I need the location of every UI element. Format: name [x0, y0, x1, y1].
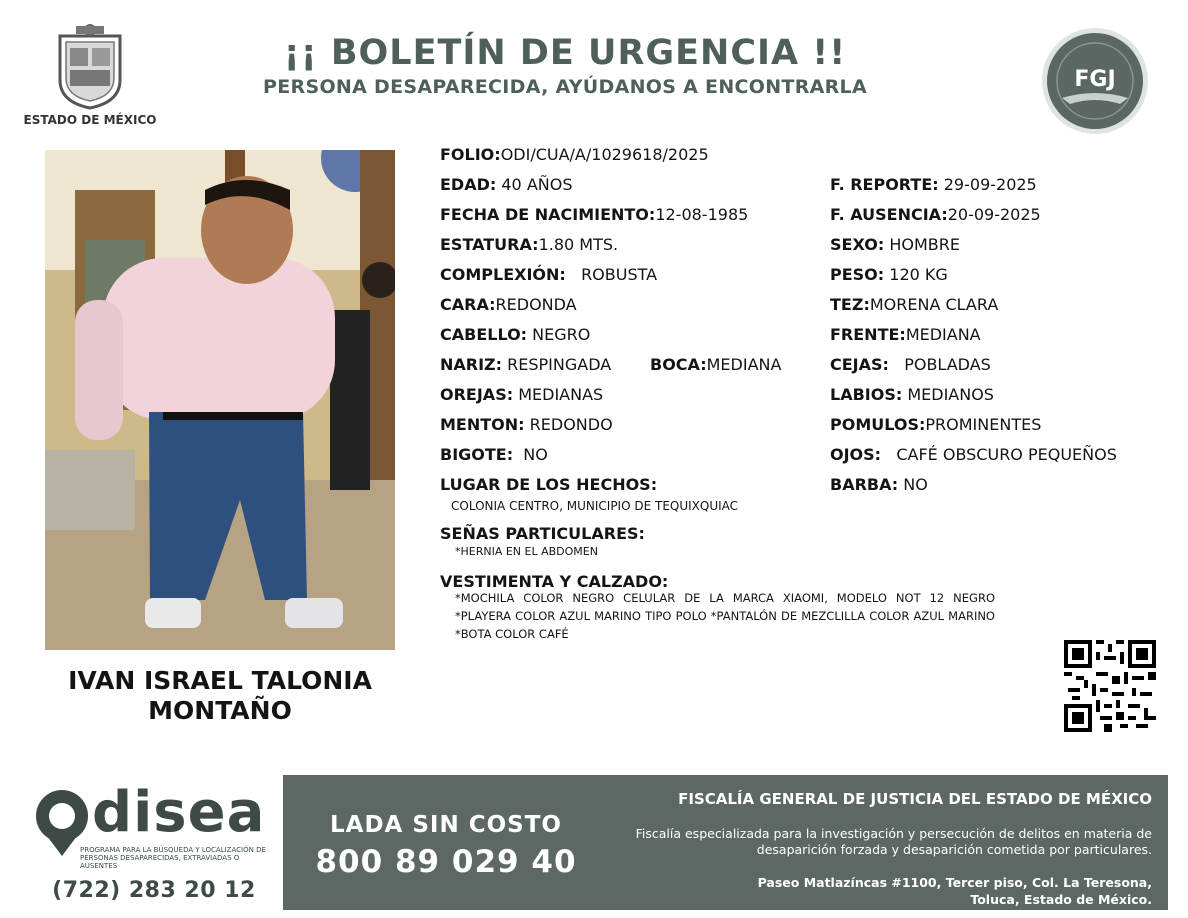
lugar-hechos-label: LUGAR DE LOS HECHOS:: [440, 475, 658, 494]
bigote-field: BIGOTE: NO: [440, 445, 548, 464]
menton-field: MENTON: REDONDO: [440, 415, 613, 434]
peso-field: PESO: 120 KG: [830, 265, 948, 284]
cabello-field: CABELLO: NEGRO: [440, 325, 591, 344]
tez-field: TEZ:MORENA CLARA: [830, 295, 999, 314]
odisea-logo: [34, 780, 274, 874]
pomulos-field: POMULOS:PROMINENTES: [830, 415, 1042, 434]
estado-de-mexico-caption: ESTADO DE MÉXICO: [23, 113, 157, 127]
fiscalia-description: Fiscalía especializada para la investigación y persecución de delitos en materia de desaparición forzada y desaparición cometida por particulares.: [635, 826, 1152, 857]
boca-field: BOCA:MEDIANA: [650, 355, 782, 374]
fecha-reporte-field: F. REPORTE: 29-09-2025: [830, 175, 1037, 194]
orejas-field: OREJAS: MEDIANAS: [440, 385, 604, 404]
frente-field: FRENTE:MEDIANA: [830, 325, 981, 344]
senas-particulares-value: *HERNIA EN EL ABDOMEN: [455, 545, 598, 558]
person-name-line2: MONTAÑO: [148, 696, 292, 725]
fecha-ausencia-field: F. AUSENCIA:20-09-2025: [830, 205, 1041, 224]
svg-text:FGJ: FGJ: [1074, 67, 1116, 92]
qr-code[interactable]: [1064, 640, 1156, 732]
lugar-hechos-value: COLONIA CENTRO, MUNICIPIO DE TEQUIXQUIAC: [451, 499, 739, 513]
odisea-phone: (722) 283 20 12: [52, 878, 256, 903]
senas-particulares-label: SEÑAS PARTICULARES:: [440, 524, 645, 543]
person-name: [45, 666, 395, 726]
lada-sin-costo-number[interactable]: 800 89 029 40: [315, 844, 577, 880]
cejas-field: CEJAS: POBLADAS: [830, 355, 991, 374]
fgj-seal-icon: [1040, 26, 1150, 136]
address-line2: Toluca, Estado de México.: [970, 892, 1152, 907]
bulletin-title: ¡¡ BOLETÍN DE URGENCIA !!: [283, 33, 847, 73]
vestimenta-value: *MOCHILA COLOR NEGRO CELULAR DE LA MARCA XIAOMI, MODELO NOT 12 NEGRO *PLAYERA COLOR AZUL MARINO TIPO POLO *PANTALÓN DE MEZCLILLA COLOR AZUL MARINO *BOTA COLOR CAFÉ: [455, 591, 995, 641]
folio-field: FOLIO:ODI/CUA/A/1029618/2025: [440, 145, 709, 164]
vestimenta-label: VESTIMENTA Y CALZADO:: [440, 572, 669, 591]
nariz-field: NARIZ: RESPINGADA: [440, 355, 612, 374]
barba-field: BARBA: NO: [830, 475, 928, 494]
fiscalia-address: [600, 874, 1152, 908]
odisea-tagline: PROGRAMA PARA LA BÚSQUEDA Y LOCALIZACIÓN DE PERSONAS DESAPARECIDAS, EXTRAVIADAS O AUSENTES: [80, 846, 266, 870]
fecha-nacimiento-field: FECHA DE NACIMIENTO:12-08-1985: [440, 205, 749, 224]
address-line1: Paseo Matlazíncas #1100, Tercer piso, Col. La Teresona,: [757, 875, 1152, 890]
estado-de-mexico-coat-of-arms-icon: [52, 22, 128, 110]
sexo-field: SEXO: HOMBRE: [830, 235, 960, 254]
cara-field: CARA:REDONDA: [440, 295, 577, 314]
complexion-field: COMPLEXIÓN: ROBUSTA: [440, 265, 658, 284]
missing-person-photo: [45, 150, 395, 650]
fiscalia-title: FISCALÍA GENERAL DE JUSTICIA DEL ESTADO DE MÉXICO: [678, 790, 1152, 808]
bulletin-subtitle: PERSONA DESAPARECIDA, AYÚDANOS A ENCONTRARLA: [263, 76, 867, 98]
person-name-line1: IVAN ISRAEL TALONIA: [68, 666, 372, 695]
odisea-brand-text: disea: [92, 780, 266, 845]
lada-sin-costo-label: LADA SIN COSTO: [330, 812, 562, 838]
estatura-field: ESTATURA:1.80 MTS.: [440, 235, 619, 254]
ojos-field: OJOS: CAFÉ OBSCURO PEQUEÑOS: [830, 445, 1117, 464]
edad-field: EDAD: 40 AÑOS: [440, 175, 573, 194]
labios-field: LABIOS: MEDIANOS: [830, 385, 994, 404]
